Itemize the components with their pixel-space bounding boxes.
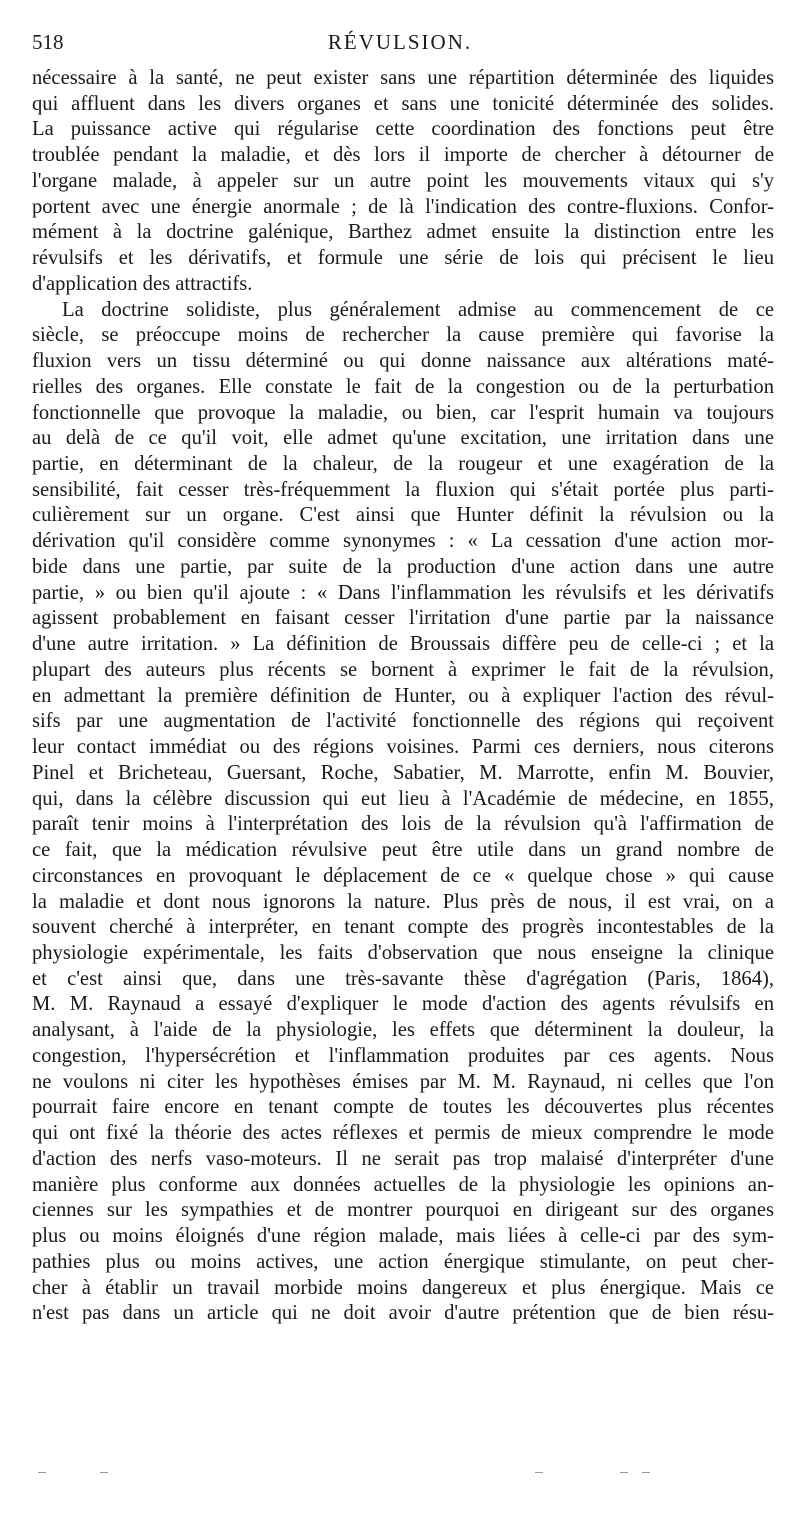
text-line: qui ont fixé la théorie des actes réflexes et permis de mieux comprendre le mode xyxy=(32,1122,774,1145)
bottom-mark xyxy=(620,1472,628,1473)
text-line: nécessaire à la santé, ne peut exister sans une répartition déterminée des liquides xyxy=(32,67,774,89)
text-line: La puissance active qui régularise cette coordination des fonctions peut être xyxy=(32,118,774,141)
text-line: manière plus conforme aux données actuelles de la physiologie les opinions an- xyxy=(32,1173,774,1196)
text-line: et c'est ainsi que, dans une très-savante thèse d'agrégation (Paris, 1864), xyxy=(32,967,774,990)
text-line: sensibilité, fait cesser très-fréquemment la fluxion qui s'était portée plus parti- xyxy=(32,478,774,501)
text-line: plus ou moins éloignés d'une région malade, mais liées à celle-ci par des sym- xyxy=(32,1225,774,1248)
text-line: d'application des attractifs. xyxy=(32,272,253,295)
bottom-marks xyxy=(30,1468,770,1478)
text-line: dérivation qu'il considère comme synonymes : « La cessation d'une action mor- xyxy=(32,530,774,553)
text-line: physiologie expérimentale, les faits d'observation que nous enseigne la clinique xyxy=(32,941,774,964)
text-line: d'une autre irritation. » La définition de Broussais diffère peu de celle-ci ; et la xyxy=(32,633,774,656)
text-line: bide dans une partie, par suite de la production d'une action dans une autre xyxy=(32,555,774,578)
text-line: circonstances en provoquant le déplacement de ce « quelque chose » qui cause xyxy=(32,864,774,887)
text-line: La doctrine solidiste, plus généralement admise au commencement de ce xyxy=(62,298,774,321)
text-line: leur contact immédiat ou des régions voisines. Parmi ces derniers, nous citerons xyxy=(32,736,774,759)
text-line: qui affluent dans les divers organes et sans une tonicité déterminée des solides. xyxy=(32,92,774,115)
text-line: qui, dans la célèbre discussion qui eut lieu à l'Académie de médecine, en 1855, xyxy=(32,787,774,810)
bottom-mark xyxy=(38,1472,46,1473)
text-line: paraît tenir moins à l'interprétation des lois de la révulsion qu'à l'affirmation de xyxy=(32,813,774,836)
bottom-mark xyxy=(535,1472,543,1473)
text-line: Pinel et Bricheteau, Guersant, Roche, Sabatier, M. Marrotte, enfin M. Bouvier, xyxy=(32,761,774,784)
body-text xyxy=(32,66,774,1327)
text-line: plupart des auteurs plus récents se bornent à exprimer le fait de la révulsion, xyxy=(32,658,774,681)
text-line: ne voulons ni citer les hypothèses émises par M. M. Raynaud, ni celles que l'on xyxy=(32,1070,774,1093)
text-line: ce fait, que la médication révulsive peut être utile dans un grand nombre de xyxy=(32,839,774,862)
text-line: sifs par une augmentation de l'activité fonctionnelle des régions qui reçoivent xyxy=(32,710,774,733)
text-line: troublée pendant la maladie, et dès lors il importe de chercher à détourner de xyxy=(32,144,774,167)
text-line: au delà de ce qu'il voit, elle admet qu'une excitation, une irritation dans une xyxy=(32,427,774,450)
text-line: n'est pas dans un article qui ne doit avoir d'autre prétention que de bien résu- xyxy=(32,1302,774,1325)
text-line: mément à la doctrine galénique, Barthez admet ensuite la distinction entre les xyxy=(32,221,774,244)
text-line: d'action des nerfs vaso-moteurs. Il ne serait pas trop malaisé d'interpréter d'une xyxy=(32,1147,774,1170)
text-line: portent avec une énergie anormale ; de là l'indication des contre-fluxions. Confor- xyxy=(32,195,774,218)
text-line: analysant, à l'aide de la physiologie, les effets que déterminent la douleur, la xyxy=(32,1019,774,1042)
text-line: pourrait faire encore en tenant compte de toutes les découvertes plus récentes xyxy=(32,1096,774,1119)
text-line: M. M. Raynaud a essayé d'expliquer le mode d'action des agents révulsifs en xyxy=(32,993,774,1016)
text-line: révulsifs et les dérivatifs, et formule une série de lois qui précisent le lieu xyxy=(32,247,774,270)
page-header xyxy=(30,30,770,62)
text-line: souvent cherché à interpréter, en tenant compte des progrès incontestables de la xyxy=(32,916,774,939)
text-line: agissent probablement en faisant cesser l'irritation d'une partie par la naissance xyxy=(32,607,774,630)
text-line: la maladie et dont nous ignorons la nature. Plus près de nous, il est vrai, on a xyxy=(32,890,774,913)
text-line: partie, en déterminant de la chaleur, de la rougeur et une exagération de la xyxy=(32,453,774,476)
text-line: fonctionnelle que provoque la maladie, ou bien, car l'esprit humain va toujours xyxy=(32,401,774,424)
page-number: 518 xyxy=(32,30,64,54)
text-line: siècle, se préoccupe moins de rechercher la cause première qui favorise la xyxy=(32,324,774,347)
text-line: l'organe malade, à appeler sur un autre point les mouvements vitaux qui s'y xyxy=(32,169,774,192)
running-title: RÉVULSION. xyxy=(327,30,473,54)
text-line: pathies plus ou moins actives, une action énergique stimulante, on peut cher- xyxy=(32,1250,774,1273)
text-line: partie, » ou bien qu'il ajoute : « Dans l'inflammation les révulsifs et les dérivatifs xyxy=(32,581,774,604)
text-line: culièrement sur un organe. C'est ainsi que Hunter définit la révulsion ou la xyxy=(32,504,774,527)
text-line: cher à établir un travail morbide moins dangereux et plus énergique. Mais ce xyxy=(32,1276,774,1299)
bottom-mark xyxy=(100,1472,108,1473)
bottom-mark xyxy=(642,1472,650,1473)
text-line: fluxion vers un tissu déterminé ou qui donne naissance aux altérations maté- xyxy=(32,350,774,373)
text-line: congestion, l'hypersécrétion et l'inflammation produites par ces agents. Nous xyxy=(32,1044,774,1067)
text-line: rielles des organes. Elle constate le fait de la congestion ou de la perturbation xyxy=(32,375,774,398)
text-line: ciennes sur les sympathies et de montrer pourquoi en dirigeant sur des organes xyxy=(32,1199,774,1222)
text-line: en admettant la première définition de Hunter, ou à expliquer l'action des révul- xyxy=(32,684,774,707)
